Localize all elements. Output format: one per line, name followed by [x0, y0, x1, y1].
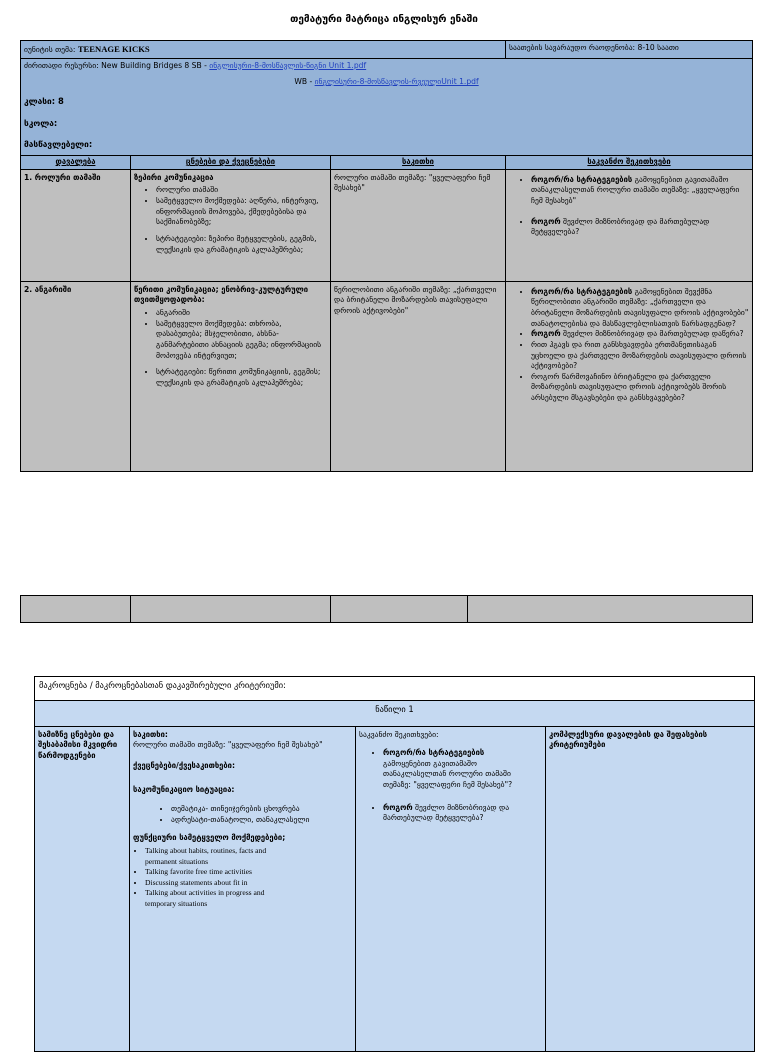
subconcepts-label: ქვეცნებები/ქვესაკითხები:: [133, 760, 235, 770]
list-item: • როგორ შევძლო მიზნობრივად და მართებულად დაწერა?: [531, 329, 749, 340]
list-item: • ანგარიში: [156, 308, 327, 319]
wb-link[interactable]: ინგლისური-8-მოსწავლის-რვეულიUnit 1.pdf: [314, 77, 479, 87]
questions-label: საკვანძო შეკითხვები:: [359, 729, 439, 739]
topic-label: საკითხი:: [133, 729, 168, 739]
class-label: კლასი: 8: [24, 95, 64, 106]
list-item: • რით ჰგავს და რით განსხვავდება ერთმანეთისაგან უცხოელი და ქართველი მოზარდების თავისუფალი დროის აქტივობები?: [531, 340, 749, 372]
header-row: [21, 156, 753, 170]
concepts-cell: [131, 169, 331, 281]
hours: საათების სავარაუდო რაოდენობა: 8-10 საათი: [506, 41, 753, 59]
topic-details-cell: [130, 726, 356, 1051]
col-header-task: დავალება: [21, 156, 131, 170]
list-item: • სამეტყველო მოქმედება: თხრობა, დასაბუთება; მსჯელობითი, ახსნა-განმარტებითი ახნაციის გეგმა; ინფორმაციის მოპოვება ინტერვიუთ;: [156, 319, 327, 362]
resources-label: ძირითადი რესურსი: New Building Bridges 8 SB -: [24, 60, 210, 70]
topic-cell: წერილობითი ანგარიში თემაზე: „ქართველი და ბრიტანელი მოზარდების თავისუფალი დროის აქტივობები": [331, 281, 506, 471]
concepts-cell: [131, 281, 331, 471]
target-concepts-cell: სამიზნე ცნებები და შესაბამისი მკვიდრი წარმოდგენები: [35, 726, 130, 1051]
table-row: [21, 281, 753, 471]
list-item: • სტრატეგიები: წერითი კომუნიკაციის, გეგმის; ლექსიკის და გრამატიკის აკლაჰეშრება;: [156, 367, 327, 388]
list-item: • Talking about activities in progress and temporary situations: [145, 888, 292, 909]
list-item: • როგორ/რა სტრატეგიების გამოყენებით გავითამაშო თანაკლასელთან როლური თამაში თემაზე: "ყველაფერი ჩემ შესახებ"?: [383, 748, 532, 791]
list-item: • თემატიკა- თინეიჯერების ცხოვრება: [171, 804, 322, 815]
list-item: • როგორ შევძლო მიზნობრივად და მართებულად მეტყველება?: [383, 803, 532, 824]
task-cell: 1. როლური თამაში: [21, 169, 131, 281]
concept-title: ზეპირი კომუნიკაცია: [134, 172, 214, 182]
situation-label: საკომუნიკაციო სიტუაცია:: [133, 785, 235, 795]
unit-label: იუნიტის თემა:: [24, 45, 76, 54]
list-item: • სამეტყველო მოქმედება: აღწერა, ინტერვიუ, ინფორმაციის მოპოვება, ქმედებებისა და საქმიანობებზე;: [156, 196, 327, 228]
list-item: • როგორ/რა სტრატეგიების გამოყენებით გავითამაშო თანაკლასელთან როლური თამაში თემაზე: „ყველაფერი ჩემ შესახებ": [531, 175, 749, 207]
topic-text: როლური თამაში თემაზე: "ყველაფერი ჩემ შესახებ": [133, 740, 323, 750]
list-item: • როგორ წარმოვაჩინო ბრიტანელი და ქართველი მოზარდების თავისუფალი დროის აქტივობებს შორის არსებული მსგავსებები და განსხვავებები?: [531, 372, 749, 404]
functional-label: ფუნქციური სამეტყველო მოქმედებები;: [133, 833, 286, 843]
criteria-table: [34, 676, 755, 1052]
concept-title: წერითი კომუნიკაცია; ენობრივ-კულტურული თვითმყოფადობა:: [134, 284, 309, 305]
empty-row: [21, 596, 753, 623]
criteria-heading-row: [35, 677, 755, 701]
list-item: • როგორ/რა სტრატეგიების გამოყენებით შევქმნა წერილობითი ანგარიში თემაზე: „ქართველი და ბრიტანელი მოზარდების თავისუფალი დროის აქტივობები" თანატოლებისა და მასწავლებლისათვის წარსადგენად?: [531, 287, 749, 330]
school-label: სკოლა:: [24, 117, 58, 128]
wb-label: WB -: [294, 77, 315, 87]
list-item: • Talking about habits, routines, facts and permanent situations: [145, 846, 292, 867]
assessment-criteria-cell: კომპლექსური დავალების და შეფასების კრიტერიუმები: [546, 726, 755, 1051]
questions-cell: [506, 281, 753, 471]
criteria-heading: მაკროცნება / მაკროცნებასთან დაკავშირებული კრიტერიუმი:: [35, 677, 755, 701]
task-cell: 2. ანგარიში: [21, 281, 131, 471]
list-item: • სტრატეგიები: ზეპირი მეტყველების, გეგმის, ლექსიკის და გრამატიკის აკლაჰეშრება;: [156, 234, 327, 255]
list-item: • Discussing statements about fit in: [145, 878, 292, 889]
unit-name: TEENAGE KICKS: [77, 44, 150, 54]
sb-link[interactable]: ინგლისური-8-მოსწავლის-წიგნი Unit 1.pdf: [209, 60, 367, 70]
unit-row: [21, 41, 753, 59]
list-item: • ადრესატი-თანატოლი, თანაკლასელი: [171, 815, 322, 826]
col-header-topic: საკითხი: [331, 156, 506, 170]
teacher-label: მასწავლებელი:: [24, 139, 93, 150]
questions-cell: [506, 169, 753, 281]
col-header-concepts: ცნებები და ქვეცნებები: [131, 156, 331, 170]
empty-grey-table: [20, 595, 753, 623]
list-item: • როლური თამაში: [156, 185, 327, 196]
topic-cell: როლური თამაში თემაზე: "ყველაფერი ჩემ შესახებ": [331, 169, 506, 281]
key-questions-cell: [356, 726, 546, 1051]
part-row: [35, 700, 755, 726]
document-title: თემატური მატრიცა ინგლისურ ენაში: [290, 14, 478, 25]
criteria-body-row: [35, 726, 755, 1051]
part-title: ნაწილი 1: [35, 700, 755, 726]
table-row: [21, 169, 753, 281]
resources-row: [21, 58, 753, 156]
list-item: • როგორ შევძლო მიზნობრივად და მართებულად მეტყველება?: [531, 217, 749, 238]
thematic-matrix-table: [20, 40, 753, 472]
col-header-questions: საკვანძო შეკითხვები: [506, 156, 753, 170]
list-item: • Talking favorite free time activities: [145, 867, 292, 878]
